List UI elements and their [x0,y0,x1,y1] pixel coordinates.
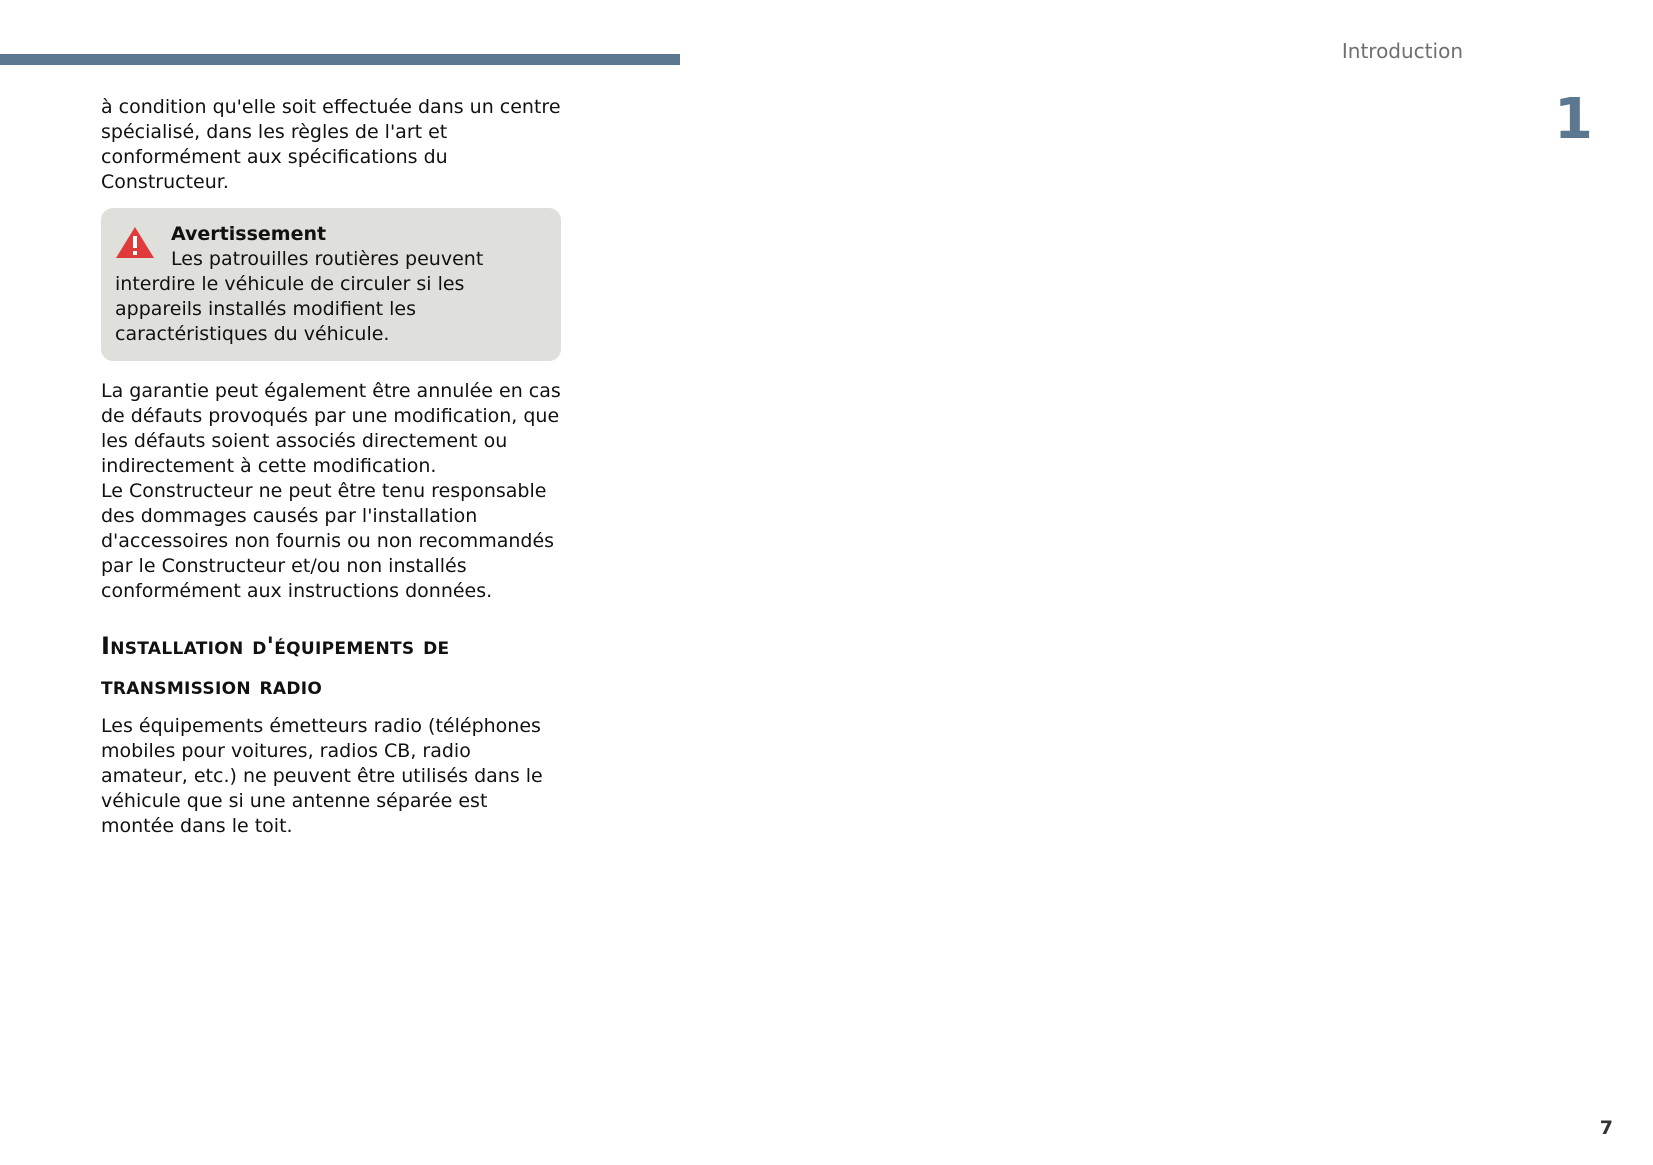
page-number: 7 [1599,1117,1613,1139]
warning-box [101,208,561,361]
liability-paragraph: Le Constructeur ne peut être tenu responsable des dommages causés par l'installation d'accessoires non fournis ou non recommandés par le Constructeur et/ou non installés conformément aux instructions données. [101,480,555,602]
intro-continuation-paragraph: à condition qu'elle soit effectuée dans un centre spécialisé, dans les règles de l'art et conformément aux spécifications du Constructeur. [101,96,561,193]
warranty-paragraph: La garantie peut également être annulée en cas de défauts provoqués par une modification, que les défauts soient associés directement ou indirectement à cette modification. [101,380,561,477]
header-accent-bar [0,54,680,65]
section-name: Introduction [1341,39,1463,63]
warning-text: interdire le véhicule de circuler si les appareils installés modifient les caractéristiques du véhicule. [115,273,465,345]
main-column [101,95,561,839]
radio-section-paragraph: Les équipements émetteurs radio (téléphones mobiles pour voitures, radios CB, radio amateur, etc.) ne peuvent être utilisés dans le véhicule que si une antenne séparée est montée dans le toit. [101,715,543,837]
warning-title: Avertissement [171,223,327,245]
warning-triangle-icon [115,225,155,260]
radio-section-heading: Installation d'équipements de transmission radio [101,632,450,700]
chapter-number: 1 [1554,87,1593,152]
warning-text-first-line: Les patrouilles routières peuvent [171,248,484,270]
